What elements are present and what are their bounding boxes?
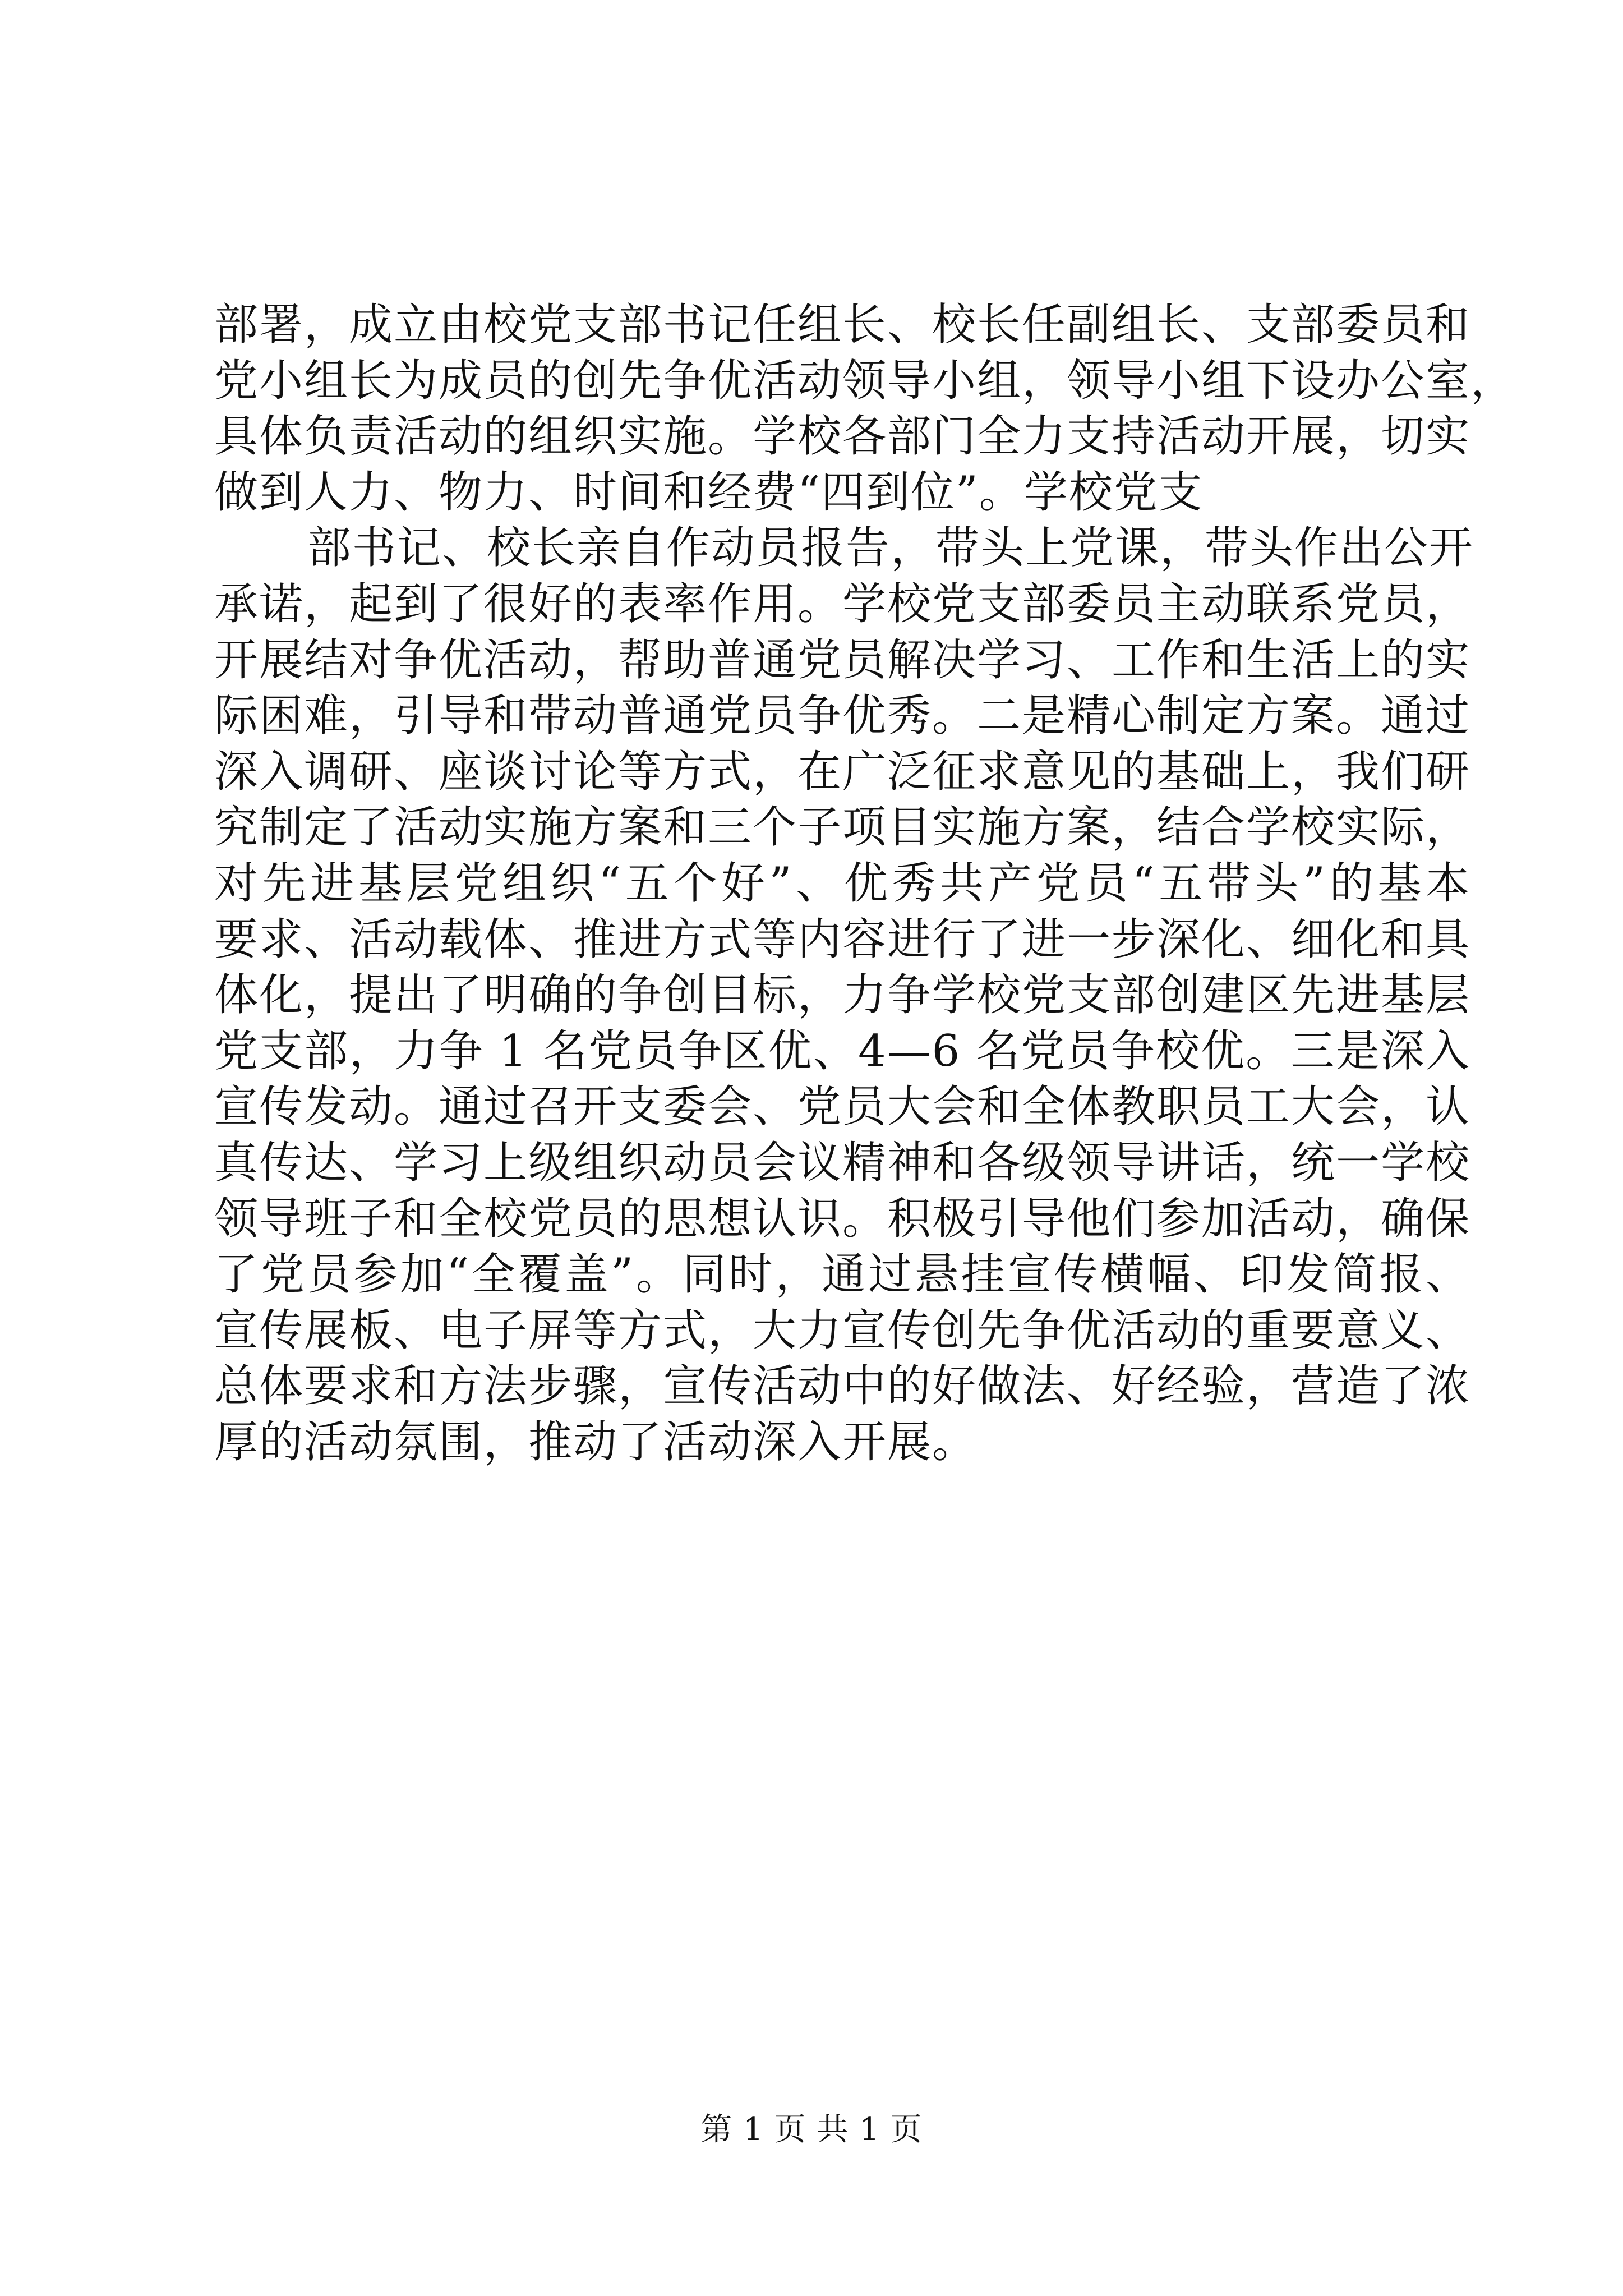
text-line: 厚的活动氛围，推动了活动深入开展。 xyxy=(214,1416,978,1467)
text-line: 总体要求和方法步骤，宣传活动中的好做法、好经验，营造了浓 xyxy=(214,1361,1471,1412)
text-line: 了党员参加“全覆盖”。同时，通过悬挂宣传横幅、印发简报、 xyxy=(214,1249,1470,1300)
text-line: 开展结对争优活动，帮助普通党员解决学习、工作和生活上的实 xyxy=(214,634,1471,685)
text-line: 宣传发动。通过召开支委会、党员大会和全体教职员工大会，认 xyxy=(214,1082,1471,1133)
text-line: 深入调研、座谈讨论等方式，在广泛征求意见的基础上，我们研 xyxy=(214,746,1471,797)
text-line: 承诺，起到了很好的表率作用。学校党支部委员主动联系党员， xyxy=(214,578,1471,629)
text-line: 究制定了活动实施方案和三个子项目实施方案，结合学校实际， xyxy=(214,802,1471,853)
paragraph-first-line: 部书记、校长亲自作动员报告，带头上党课，带头作出公开 xyxy=(307,523,1474,574)
text-line: 党支部，力争 1 名党员争区优、4—6 名党员争校优。三是深入 xyxy=(214,1025,1470,1076)
text-line: 对先进基层党组织“五个好”、优秀共产党员“五带头”的基本 xyxy=(214,858,1470,909)
text-line: 部署，成立由校党支部书记任组长、校长任副组长、支部委员和 xyxy=(214,300,1471,350)
text-line: 做到人力、物力、时间和经费“四到位”。学校党支 xyxy=(214,467,1204,518)
text-line: 际困难，引导和带动普通党员争优秀。二是精心制定方案。通过 xyxy=(214,691,1471,742)
text-line: 领导班子和全校党员的思想认识。积极引导他们参加活动，确保 xyxy=(214,1193,1471,1244)
text-line: 宣传展板、电子屏等方式，大力宣传创先争优活动的重要意义、 xyxy=(214,1305,1471,1356)
text-line: 具体负责活动的组织实施。学校各部门全力支持活动开展，切实 xyxy=(214,411,1471,462)
body-text xyxy=(214,297,1516,1470)
text-line: 真传达、学习上级组织动员会议精神和各级领导讲话，统一学校 xyxy=(214,1137,1471,1188)
text-line: 党小组长为成员的创先争优活动领导小组，领导小组下设办公室， xyxy=(214,355,1516,406)
page-footer: 第 1 页 共 1 页 xyxy=(700,2111,923,2148)
text-line: 要求、活动载体、推进方式等内容进行了进一步深化、细化和具 xyxy=(214,914,1471,965)
text-line: 体化，提出了明确的争创目标，力争学校党支部创建区先进基层 xyxy=(214,970,1471,1021)
